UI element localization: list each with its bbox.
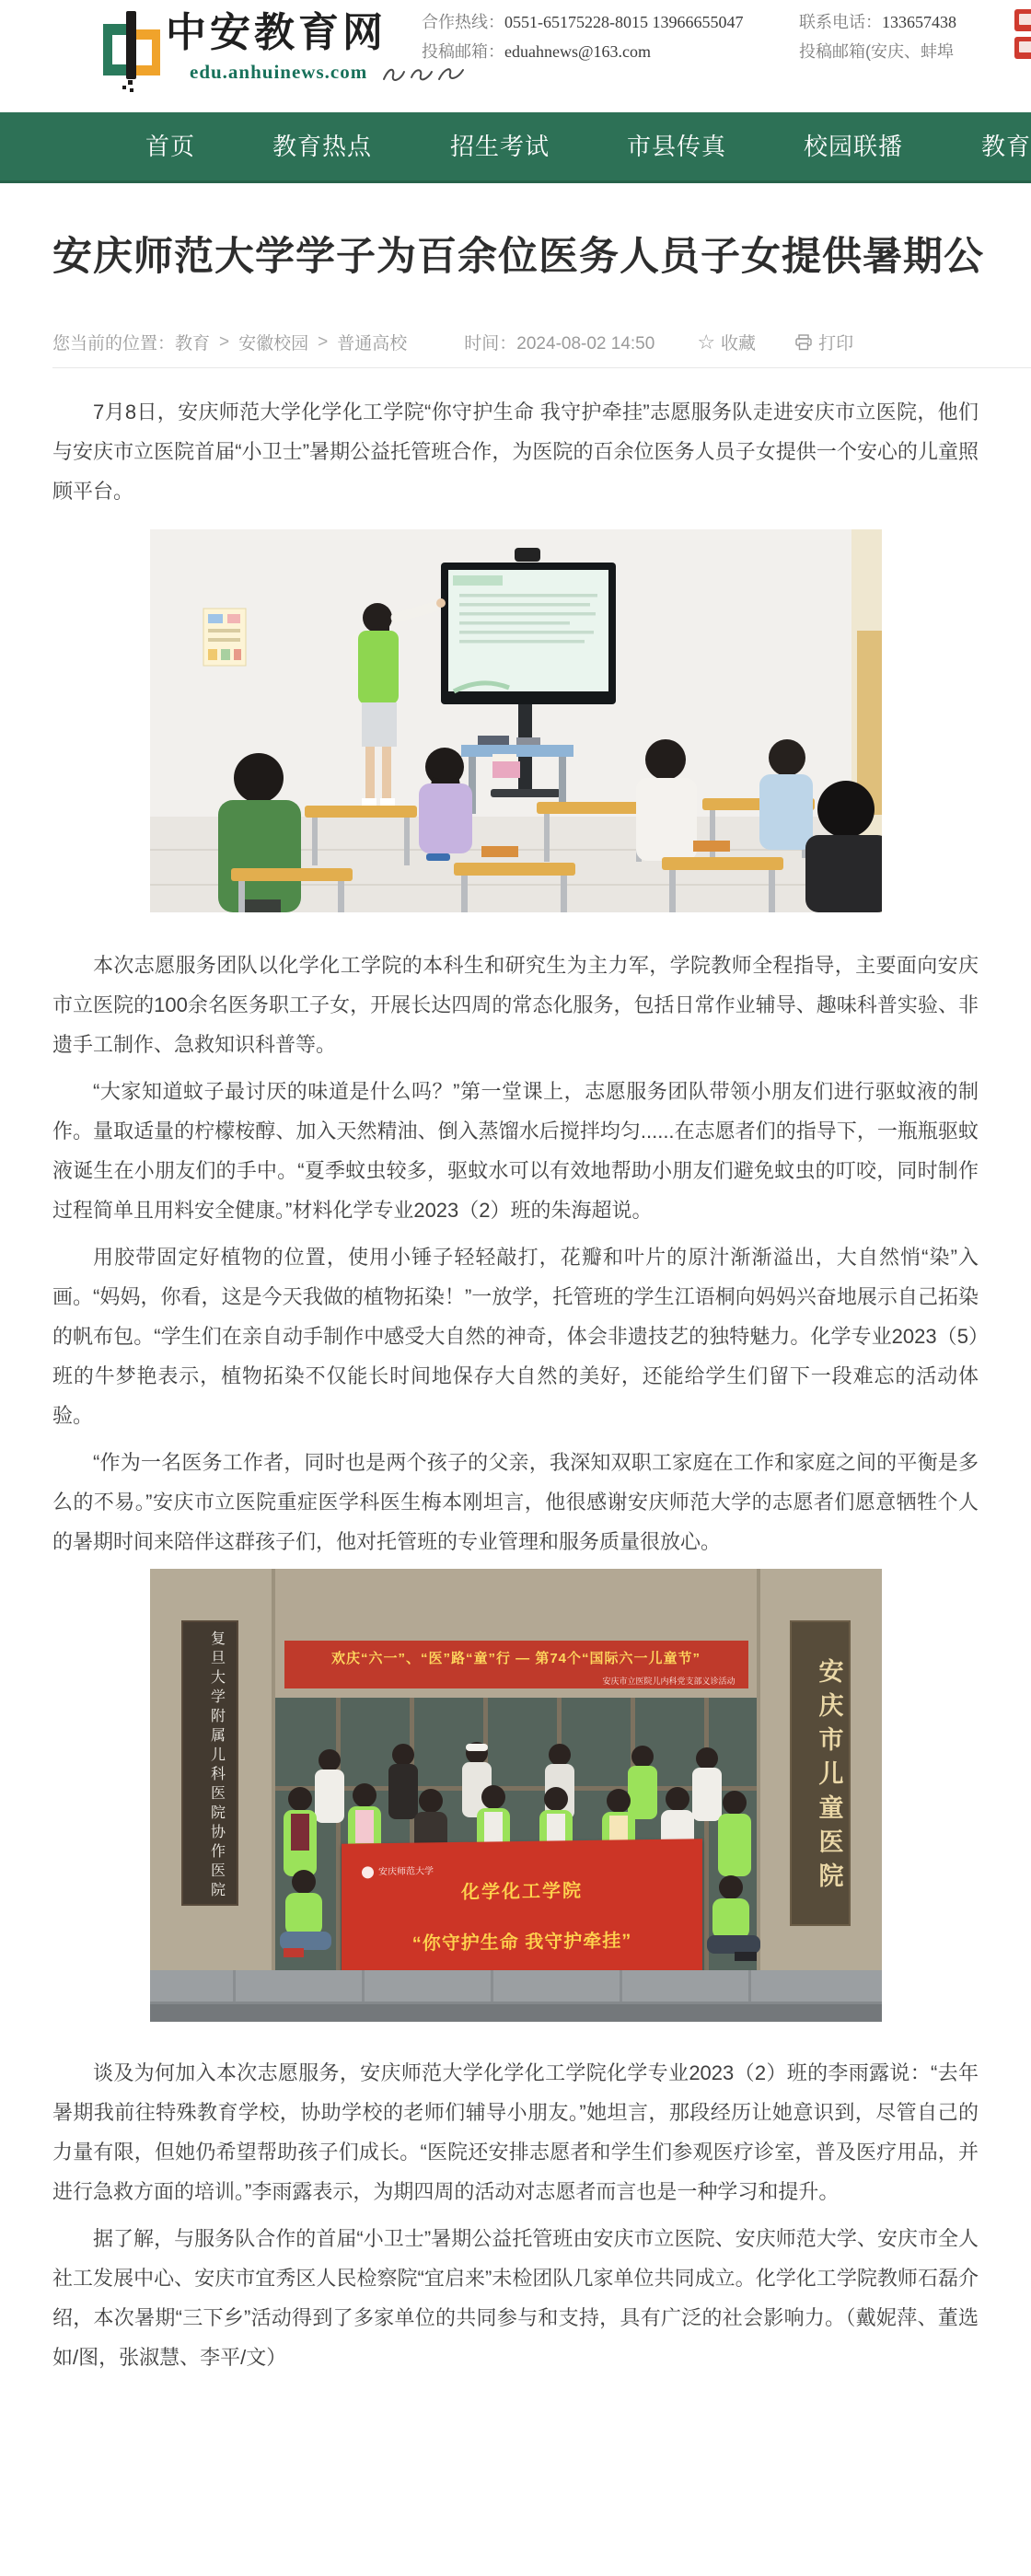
- star-icon: ☆: [697, 330, 716, 354]
- publish-time: [464, 330, 655, 354]
- favorite-label: 收藏: [721, 334, 757, 354]
- breadcrumb-label: 您当前的位置：: [52, 334, 176, 354]
- publish-time-value: 2024-08-02 14:50: [516, 334, 655, 354]
- site-title: 中安教育网: [166, 10, 387, 55]
- page-title: 安庆师范大学学子为百余位医务人员子女提供暑期公: [52, 235, 984, 279]
- main-nav: [0, 112, 1031, 183]
- team-banner-line1: 化学化工学院: [460, 1881, 583, 1903]
- article-paragraph: 据了解，与服务队合作的首届“小卫士”暑期公益托管班由安庆市立医院、安庆师范大学、安庆市全人社工发展中心、安庆市宜秀区人民检察院“宜启来”未检团队几家单位共同成立。化学化工学院教师石磊介绍，本次暑期“三下乡”活动得到了多家单位的共同参与和支持，具有广泛的社会影响力。（戴妮萍、董选如/图，张淑慧、李平/文）: [52, 2227, 979, 2369]
- submit-email-value: eduahnews@163.com: [504, 42, 652, 61]
- hotline-label: 合作热线：: [422, 13, 504, 31]
- article-photo-group: [52, 1569, 979, 2022]
- submit-email-label: 投稿邮箱：: [422, 42, 504, 61]
- article-photo-classroom: [52, 529, 979, 912]
- print-label: 打印: [818, 334, 854, 354]
- nav-item-admission[interactable]: 招生考试: [450, 133, 550, 160]
- breadcrumb-separator: >: [219, 331, 230, 352]
- nav-item-local[interactable]: 市县传真: [627, 133, 727, 160]
- classroom-photo-illustration: [150, 529, 882, 912]
- university-logo-icon: [362, 1866, 374, 1878]
- team-banner-line2: “你守护生命 我守护牵挂”: [411, 1931, 631, 1955]
- article-paragraph: 本次志愿服务团队以化学化工学院的本科生和研究生为主力军，学院教师全程指导，主要面向安庆市立医院的100余名医务职工子女，开展长达四周的常态化服务，包括日常作业辅导、趣味科普实验、非遗手工制作、急救知识科普等。: [52, 954, 979, 1056]
- header-seal-badge2-icon: [1014, 37, 1031, 59]
- article-paragraph: “作为一名医务工作者，同时也是两个孩子的父亲，我深知双职工家庭在工作和家庭之间的平衡是多么的不易。”安庆市立医院重症医学科医生梅本刚坦言，他很感谢安庆师范大学的志愿者们愿意牺牲个人的暑期时间来陪伴这群孩子们，他对托管班的专业管理和服务质量很放心。: [52, 1451, 979, 1553]
- publish-time-label: 时间：: [464, 334, 517, 354]
- print-button[interactable]: [794, 330, 853, 354]
- contact-info-right: [799, 7, 956, 66]
- article-paragraph: 7月8日，安庆师范大学化学化工学院“你守护生命 我守护牵挂”志愿服务队走进安庆市立医院，他们与安庆市立医院首届“小卫士”暑期公益托管班合作，为医院的百余位医务人员子女提供一个安心的儿童照顾平台。: [52, 400, 979, 503]
- submit-email2-label: 投稿邮箱(安庆、蚌埠: [799, 42, 954, 61]
- nav-item-home[interactable]: 首页: [145, 133, 196, 160]
- hospital-banner: [284, 1641, 748, 1688]
- hospital-banner-text: 欢庆“六一”、“医”路“童”行 — 第74个“国际六一儿童节”: [330, 1651, 701, 1666]
- nav-item-education[interactable]: 教育: [981, 133, 1031, 160]
- favorite-button[interactable]: [697, 330, 756, 354]
- article-paragraph: “大家知道蚊子最讨厌的味道是什么吗？”第一堂课上，志愿服务团队带领小朋友们进行驱蚊液的制作。量取适量的柠檬桉醇、加入天然精油、倒入蒸馏水后搅拌均匀......在志愿者们的指导下，一瓶瓶驱蚊液诞生在小朋友们的手中。“夏季蚊虫较多，驱蚊水可以有效地帮助小朋友们避免蚊虫的叮咬，同时制作过程简单且用料安全健康。”材料化学专业2023（2）班的朱海超说。: [52, 1080, 979, 1222]
- breadcrumb-link-colleges[interactable]: 普通高校: [337, 334, 408, 354]
- group-photo-illustration: [150, 1569, 882, 2022]
- breadcrumb: [52, 330, 1031, 354]
- article-body: [52, 368, 979, 2377]
- phone-value: 133657438: [882, 13, 956, 31]
- pavement: [150, 1970, 882, 2022]
- breadcrumb-link-education[interactable]: 教育: [175, 334, 211, 354]
- site-header: [0, 0, 1031, 112]
- site-logo[interactable]: [103, 9, 465, 88]
- printer-icon: [794, 334, 813, 351]
- hospital-banner-subtext: 安庆市立医院儿内科党支部义诊活动: [602, 1677, 736, 1686]
- phone-label: 联系电话：: [799, 13, 882, 31]
- site-domain: edu.anhuinews.com: [190, 60, 368, 83]
- site-logo-book-icon: [103, 9, 156, 88]
- breadcrumb-separator: >: [318, 331, 329, 352]
- breadcrumb-link-anhui-campus[interactable]: 安徽校园: [238, 334, 309, 354]
- hotline-value: 0551-65175228-8015 13966655047: [504, 13, 744, 31]
- header-seal-badge-icon: [1014, 9, 1031, 31]
- nav-item-hotspots[interactable]: 教育热点: [272, 133, 373, 160]
- article-paragraph: 谈及为何加入本次志愿服务，安庆师范大学化学化工学院化学专业2023（2）班的李雨露说：“去年暑期我前往特殊教育学校，协助学校的老师们辅导小朋友。”她坦言，那段经历让她意识到，尽管自己的力量有限，但她仍希望帮助孩子们成长。“医院还安排志愿者和学生们参观医疗诊室，普及医疗用品，并进行急救方面的培训。”李雨露表示，为期四周的活动对志愿者而言也是一种学习和提升。: [52, 2061, 979, 2203]
- hospital-left-sign: 复旦大学附属儿科医院协作医院: [181, 1620, 238, 1906]
- hospital-right-sign: 安庆市儿童医院: [790, 1620, 851, 1926]
- contact-info-left: [422, 7, 744, 66]
- university-logo-text: 安庆师范大学: [377, 1866, 434, 1878]
- article-paragraph: 用胶带固定好植物的位置，使用小锤子轻轻敲打，花瓣和叶片的原汁渐渐溢出，大自然悄“染”入画。“妈妈，你看，这是今天我做的植物拓染！”一放学，托管班的学生江语桐向妈妈兴奋地展示自己拓染的帆布包。“学生们在亲自动手制作中感受大自然的神奇，体会非遗技艺的独特魅力。化学专业2023（5）班的牛梦艳表示，植物拓染不仅能长时间地保存大自然的美好，还能给学生们留下一段难忘的活动体验。: [52, 1246, 979, 1427]
- nav-item-campus[interactable]: 校园联播: [804, 133, 904, 160]
